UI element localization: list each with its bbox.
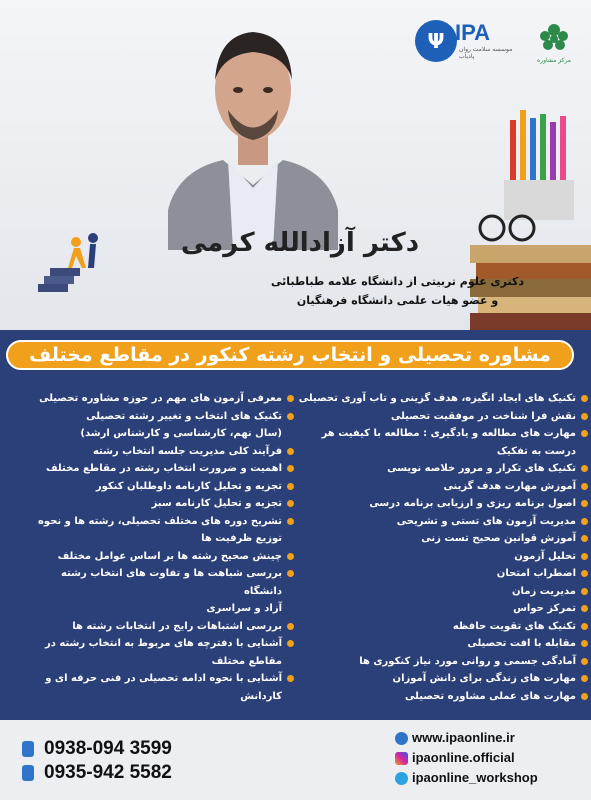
topic-text: معرفی آزمون های مهم در حوزه مشاوره تحصیلی (39, 393, 282, 404)
instagram-handle[interactable]: ipaonline.official (412, 750, 515, 765)
bullet-icon (581, 430, 588, 437)
topic-item (22, 478, 294, 496)
topic-text: آموزش قوانین صحیح تست زنی (421, 533, 576, 544)
contact-footer (0, 720, 591, 800)
topic-text: مدیریت آزمون های تستی و تشریحی (396, 515, 576, 527)
bullet-icon (287, 675, 294, 682)
topic-item (22, 390, 294, 408)
topic-text: فرآیند کلی مدیریت جلسه انتخاب رشته (92, 445, 282, 457)
course-title-banner: مشاوره تحصیلی و انتخاب رشته کنکور در مقاطع مختلف (6, 340, 574, 370)
instagram-row (395, 750, 515, 765)
doctor-name: دکتر آزادالله کرمی (180, 228, 420, 258)
graduation-steps-icon (38, 232, 106, 304)
topic-item (22, 653, 294, 671)
topic-item (298, 635, 588, 653)
bullet-icon (581, 570, 588, 577)
topic-text: مهارت های مطالعه و یادگیری : مطالعه با کیفیت هر درست به تفکیک (321, 428, 576, 457)
credentials-line-2: و عضو هیات علمی دانشگاه فرهنگیان (296, 294, 499, 307)
topic-item (298, 425, 588, 460)
bullet-icon (581, 658, 588, 665)
topic-item (298, 530, 588, 548)
topics-list-left (22, 390, 294, 705)
topic-text: آشنایی با دفترچه های مربوط به انتخاب رشته در (45, 638, 282, 649)
topic-item (298, 583, 588, 601)
topic-item (22, 688, 294, 706)
ipa-logo-subtitle: موسسه سلامت روان پادیاب (459, 46, 513, 60)
topic-text: مقاطع مختلف (211, 655, 282, 667)
topic-item (298, 390, 588, 408)
topic-item (22, 670, 294, 688)
bullet-icon (581, 553, 588, 560)
topic-item (298, 600, 588, 618)
topic-item (22, 635, 294, 653)
phone-row-1 (22, 738, 172, 760)
emblem-icon (525, 12, 583, 70)
topic-text: (سال نهم، کارشناسی و کارشناس ارشد) (80, 428, 282, 439)
phone-row-2 (22, 762, 172, 784)
topic-item (298, 460, 588, 478)
bullet-icon (287, 640, 294, 647)
ipa-logo (415, 18, 515, 66)
topic-text: تمرکز حواس (513, 603, 576, 614)
topic-item (22, 600, 294, 618)
topic-item (298, 548, 588, 566)
bullet-icon (581, 623, 588, 630)
topic-item (298, 495, 588, 513)
topic-text: نقش فرا شناخت در موفقیت تحصیلی (390, 410, 576, 422)
bullet-icon (581, 500, 588, 507)
topic-text: آمادگی جسمی و روانی مورد نیاز کنکوری ها (359, 655, 576, 667)
topic-text: تحلیل آزمون (514, 550, 576, 562)
topic-item (298, 688, 588, 706)
topic-text: تکنیک های ایجاد انگیزه، هدف گزینی و تاب آوری تحصیلی (298, 393, 576, 404)
bullet-icon (581, 518, 588, 525)
topic-item (22, 443, 294, 461)
topic-item (298, 478, 588, 496)
bullet-icon (581, 640, 588, 647)
bullet-icon (287, 500, 294, 507)
topic-text: بررسی شباهت ها و تفاوت های انتخاب رشته دانشگاه (61, 568, 282, 597)
topic-text: تجزیه و تحلیل کارنامه سبز (151, 498, 282, 509)
topic-item (22, 408, 294, 426)
topic-text: مهارت های زندگی برای دانش آموزان (392, 673, 576, 684)
bullet-icon (287, 570, 294, 577)
topic-item (298, 653, 588, 671)
topic-text: تکنیک های انتخاب و تغییر رشته تحصیلی (86, 410, 282, 422)
topic-text: آزاد و سراسری (206, 603, 282, 614)
topic-text: تشریح دوره های مختلف تحصیلی، رشته ها و نحوه (38, 515, 282, 527)
globe-icon (395, 732, 408, 745)
topic-item (22, 513, 294, 531)
phone-icon (22, 765, 34, 781)
bullet-icon (287, 448, 294, 455)
bullet-icon (287, 553, 294, 560)
topic-item (298, 670, 588, 688)
topic-text: اصول برنامه ریزی و ارزیابی برنامه درسی (369, 498, 576, 509)
counseling-center-logo (525, 12, 583, 70)
telegram-row (395, 770, 538, 785)
topic-text: کاردانش (240, 690, 282, 702)
topics-list-right (298, 390, 588, 705)
bullet-icon (581, 675, 588, 682)
topic-item (22, 530, 294, 548)
topic-item (22, 460, 294, 478)
topic-text: اضطراب امتحان (496, 568, 576, 579)
telegram-handle[interactable]: ipaonline_workshop (412, 770, 538, 785)
bullet-icon (581, 395, 588, 402)
bullet-icon (287, 395, 294, 402)
doctor-portrait (168, 10, 338, 250)
website-row (395, 730, 515, 745)
bullet-icon (287, 465, 294, 472)
bullet-icon (581, 483, 588, 490)
topic-text: بررسی اشتباهات رایج در انتخابات رشته ها (72, 620, 282, 632)
topic-text: آشنایی با نحوه ادامه تحصیلی در فنی حرفه ای و (45, 673, 282, 684)
credentials-line-1: دکتری علوم تربیتی از دانشگاه علامه طباطبائی (270, 275, 525, 288)
header-area (0, 0, 591, 330)
topic-text: اهمیت و ضرورت انتخاب رشته در مقاطع مختلف (46, 463, 282, 474)
bullet-icon (287, 413, 294, 420)
topic-item (22, 618, 294, 636)
topic-text: مدیریت زمان (511, 585, 576, 597)
topic-item (298, 513, 588, 531)
bullet-icon (581, 588, 588, 595)
topic-text: مقابله با افت تحصیلی (467, 638, 576, 649)
emblem-caption: مرکز مشاوره (537, 57, 571, 64)
doctor-credentials (270, 272, 525, 310)
bullet-icon (581, 465, 588, 472)
instagram-icon (395, 752, 408, 765)
bullet-icon (581, 693, 588, 700)
topic-text: توزیع ظرفیت ها (201, 533, 282, 544)
topic-text: چینش صحیح رشته ها بر اساس عوامل مختلف (57, 550, 282, 562)
topic-item (22, 495, 294, 513)
bullet-icon (287, 623, 294, 630)
topic-text: تکنیک های تکرار و مرور خلاصه نویسی (387, 463, 576, 474)
topic-item (298, 565, 588, 583)
topic-text: مهارت های عملی مشاوره تحصیلی (405, 690, 576, 702)
bullet-icon (581, 413, 588, 420)
ipa-logo-text: IPA (455, 20, 491, 45)
topic-item (298, 408, 588, 426)
bullet-icon (581, 535, 588, 542)
bullet-icon (287, 518, 294, 525)
phone-number-1[interactable]: 0938-094 3599 (44, 738, 172, 759)
telegram-icon (395, 772, 408, 785)
topic-item (22, 565, 294, 600)
topic-text: تجزیه و تحلیل کارنامه داوطلبان کنکور (95, 480, 282, 492)
phone-number-2[interactable]: 0935-942 5582 (44, 762, 172, 783)
bullet-icon (581, 605, 588, 612)
phone-icon (22, 741, 34, 757)
website-link[interactable]: www.ipaonline.ir (412, 730, 515, 745)
bullet-icon (287, 483, 294, 490)
topic-text: تکنیک های تقویت حافظه (452, 620, 576, 632)
topic-text: آموزش مهارت هدف گزینی (443, 480, 576, 492)
topic-item (22, 425, 294, 443)
topic-item (298, 618, 588, 636)
psi-icon: Ψ (415, 20, 457, 62)
topic-item (22, 548, 294, 566)
